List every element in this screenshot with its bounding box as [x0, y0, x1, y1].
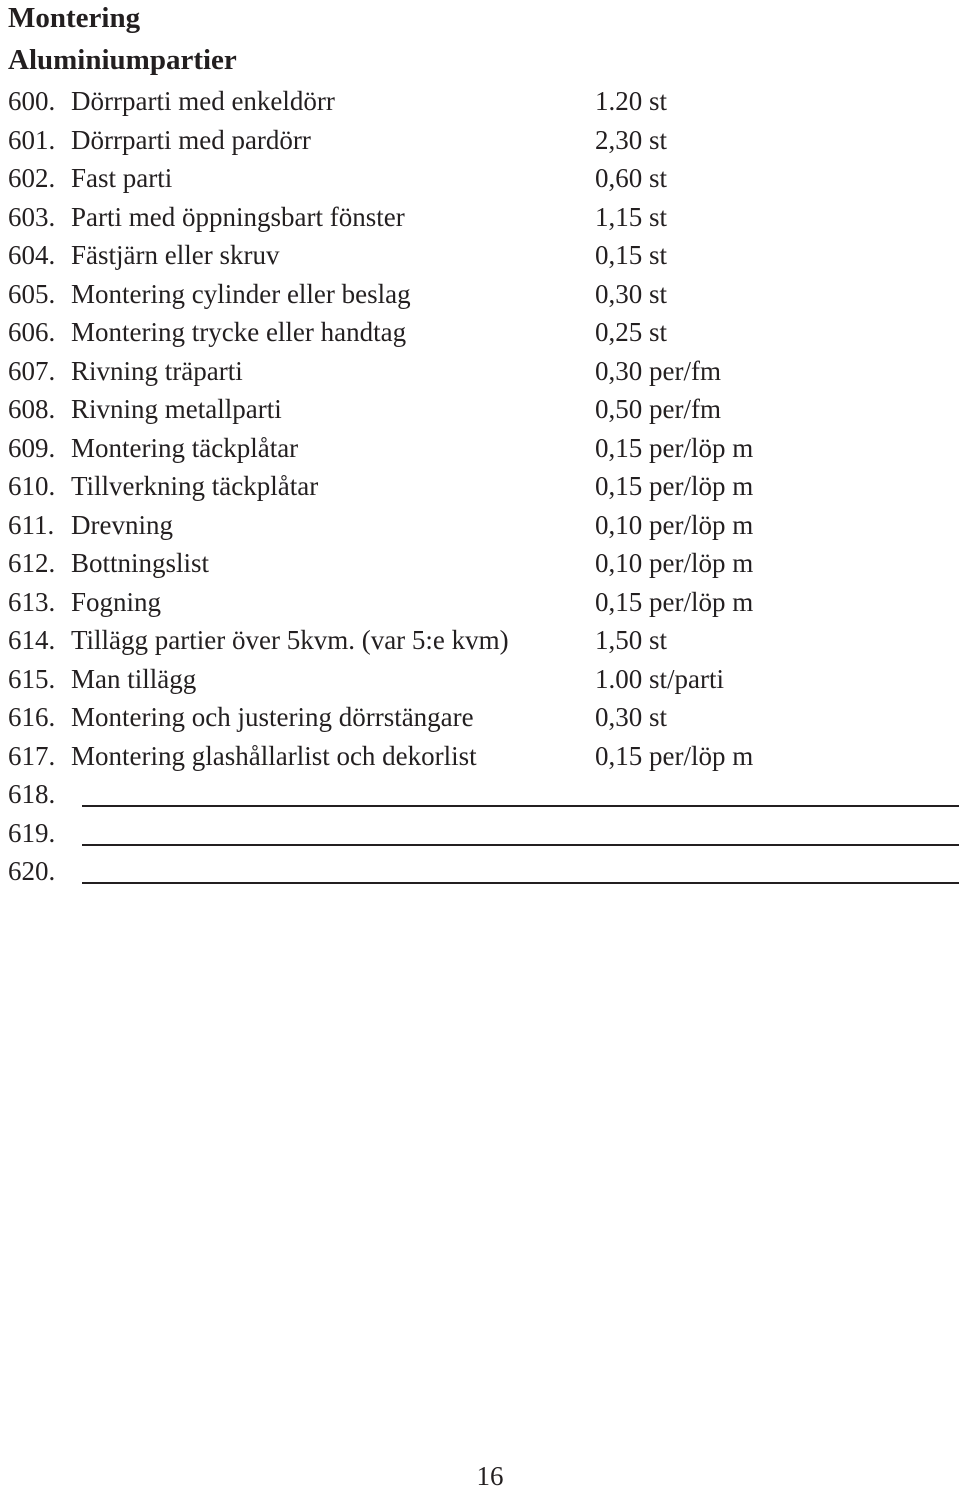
item-value: 0,30 per/fm: [595, 355, 721, 386]
item-number: 618.: [8, 779, 56, 809]
list-item: [0, 354, 960, 393]
item-description: Montering täckplåtar: [71, 432, 299, 463]
item-value: 1,50 st: [595, 625, 668, 655]
item-description: Dörrparti med pardörr: [71, 124, 311, 155]
item-value: 0,10 per/löp m: [595, 509, 754, 540]
item-number: 606.: [8, 317, 56, 347]
item-value: 0,15 per/löp m: [595, 740, 754, 771]
list-item: [0, 277, 960, 316]
item-description: Montering och justering dörrstängare: [71, 702, 474, 732]
fill-in-line: [82, 805, 959, 807]
item-description: Man tillägg: [71, 663, 197, 694]
blank-list-item: [0, 854, 960, 893]
item-value: 0,15 per/löp m: [595, 471, 754, 501]
item-number: 608.: [8, 394, 56, 424]
list-item: [0, 315, 960, 354]
list-item: [0, 700, 960, 739]
list-item: [0, 739, 960, 778]
item-number: 602.: [8, 163, 56, 193]
item-number: 601.: [8, 124, 56, 155]
item-value: 1,15 st: [595, 201, 668, 232]
item-value: 0,10 per/löp m: [595, 548, 754, 578]
item-description: Tillverkning täckplåtar: [71, 471, 319, 501]
page-title: Montering: [8, 2, 141, 34]
list-item: [0, 431, 960, 470]
list-item: [0, 469, 960, 508]
item-description: Dörrparti med enkeldörr: [71, 86, 335, 116]
item-description: Fogning: [71, 586, 162, 617]
item-description: Montering trycke eller handtag: [71, 317, 407, 347]
list-item: [0, 392, 960, 431]
item-value: 0,30 st: [595, 278, 668, 309]
item-value: 0,15 per/löp m: [595, 586, 754, 617]
item-description: Fast parti: [71, 163, 173, 193]
item-number: 612.: [8, 548, 56, 578]
item-value: 2,30 st: [595, 124, 668, 155]
item-number: 609.: [8, 432, 56, 463]
item-value: 0,25 st: [595, 317, 668, 347]
item-value: 0,15 st: [595, 240, 668, 270]
blank-list-item: [0, 777, 960, 816]
item-number: 614.: [8, 625, 56, 655]
item-number: 604.: [8, 240, 56, 270]
list-item: [0, 585, 960, 624]
item-description: Tillägg partier över 5kvm. (var 5:e kvm): [71, 625, 509, 655]
list-item: [0, 238, 960, 277]
item-number: 607.: [8, 355, 56, 386]
item-value: 0,30 st: [595, 702, 668, 732]
item-number: 620.: [8, 856, 56, 886]
item-description: Drevning: [71, 509, 173, 540]
list-item: [0, 662, 960, 701]
section-title: Aluminiumpartier: [8, 44, 237, 76]
item-description: Montering glashållarlist och dekorlist: [71, 740, 477, 771]
item-description: Montering cylinder eller beslag: [71, 278, 411, 309]
fill-in-line: [82, 882, 959, 884]
item-number: 615.: [8, 663, 56, 694]
list-item: [0, 546, 960, 585]
list-item: [0, 508, 960, 547]
item-value: 0,60 st: [595, 163, 668, 193]
item-value: 1.20 st: [595, 86, 668, 116]
item-value: 1.00 st/parti: [595, 663, 724, 694]
item-number: 610.: [8, 471, 56, 501]
item-description: Bottningslist: [71, 548, 210, 578]
fill-in-line: [82, 844, 959, 846]
page-number: 16: [476, 1461, 504, 1491]
item-description: Fästjärn eller skruv: [71, 240, 280, 270]
item-description: Rivning metallparti: [71, 394, 282, 424]
item-number: 600.: [8, 86, 56, 116]
list-item: [0, 161, 960, 200]
blank-list-item: [0, 816, 960, 855]
item-value: 0,50 per/fm: [595, 394, 721, 424]
item-value: 0,15 per/löp m: [595, 432, 754, 463]
item-description: Rivning träparti: [71, 355, 243, 386]
list-item: [0, 623, 960, 662]
item-number: 603.: [8, 201, 56, 232]
list-item: [0, 84, 960, 123]
item-description: Parti med öppningsbart fönster: [71, 201, 405, 232]
item-number: 616.: [8, 702, 56, 732]
item-number: 611.: [8, 509, 55, 540]
item-number: 619.: [8, 817, 56, 848]
price-list: [0, 84, 960, 893]
item-number: 605.: [8, 278, 56, 309]
list-item: [0, 200, 960, 239]
item-number: 617.: [8, 740, 56, 771]
list-item: [0, 123, 960, 162]
item-number: 613.: [8, 586, 56, 617]
